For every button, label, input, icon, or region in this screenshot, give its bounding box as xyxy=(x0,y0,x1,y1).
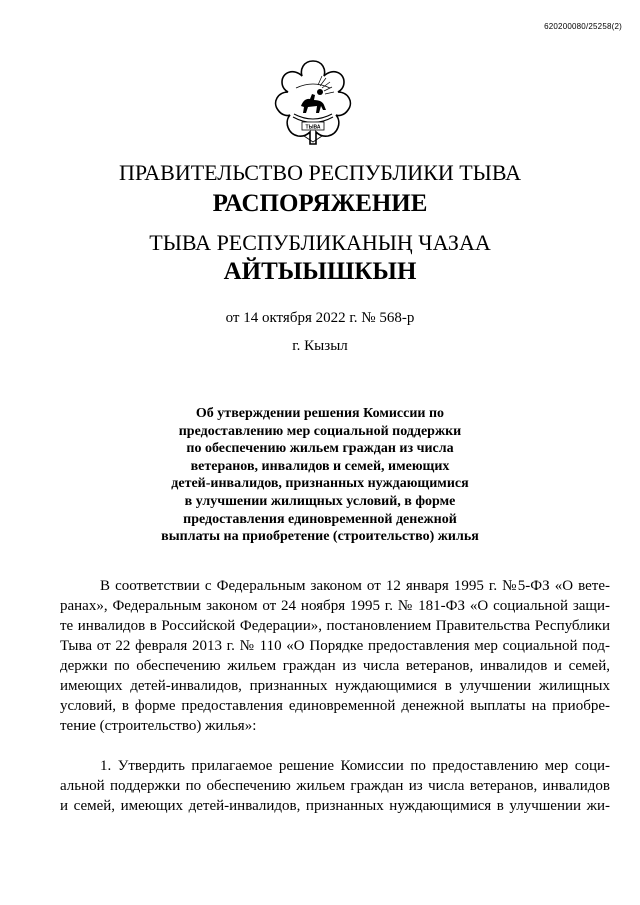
text-line: Тыва от 22 февраля 2013 г. № 110 «О Порядке предоставления мер социальной под- xyxy=(60,638,610,654)
decree-date: от 14 октября 2022 г. № 568-р xyxy=(225,310,415,326)
tuva-emblem-icon xyxy=(268,58,358,148)
title-line: по обеспечению жильем граждан из числа xyxy=(186,441,454,457)
title-line: Об утверждении решения Комиссии по xyxy=(195,406,445,421)
government-title-ru: ПРАВИТЕЛЬСТВО РЕСПУБЛИКИ ТЫВА xyxy=(118,160,522,185)
text-line: 1. Утвердить прилагаемое решение Комиссии по предоставлению мер соци- xyxy=(100,758,610,774)
title-line: ветеранов, инвалидов и семей, имеющих xyxy=(190,458,450,474)
government-title-tv: ТЫВА РЕСПУБЛИКАНЫҢ ЧАЗАА xyxy=(149,230,491,255)
text-line: В соответствии с Федеральным законом от 12 января 1995 г. №5-ФЗ «О вете- xyxy=(100,578,610,594)
clause-1-paragraph xyxy=(60,756,610,816)
text-line: имеющих детей-инвалидов, признанных нуждающимися в улучшении жилищных xyxy=(60,678,610,694)
text-line: ранах», Федеральным законом от 24 ноября 1995 г. № 181-ФЗ «О социальной защи- xyxy=(60,598,610,614)
text-line: тение (строительство) жилья»: xyxy=(60,718,257,734)
text-line: и семей, имеющих детей-инвалидов, признанных нуждающимися в улучшении жи- xyxy=(60,798,610,814)
text-line: те инвалидов в Российской Федерации», постановлением Правительства Республики xyxy=(60,618,610,634)
text-line: альной поддержки по обеспечению жильем граждан из числа ветеранов, инвалидов xyxy=(60,778,610,794)
decree-title-ru: РАСПОРЯЖЕНИЕ xyxy=(212,190,428,217)
preamble-paragraph xyxy=(60,576,610,736)
decree-title-tv: АЙТЫЫШКЫН xyxy=(223,258,417,285)
document-number: 620200080/25258(2) xyxy=(544,22,622,31)
title-line: предоставлению мер социальной поддержки xyxy=(178,423,462,439)
title-line: предоставления единовременной денежной xyxy=(183,511,457,527)
title-line: выплаты на приобретение (строительство) жилья xyxy=(161,529,479,545)
decree-subject-title xyxy=(0,405,640,546)
title-line: детей-инвалидов, признанных нуждающимися xyxy=(171,476,469,492)
emblem-label: ТЫВА xyxy=(305,124,321,131)
text-line: условий, в форме предоставления единовременной денежной выплаты на приобре- xyxy=(60,698,610,714)
text-line: держки по обеспечению жильем граждан из числа ветеранов, инвалидов и семей, xyxy=(60,658,610,674)
decree-city: г. Кызыл xyxy=(292,338,348,354)
title-line: в улучшении жилищных условий, в форме xyxy=(184,493,456,509)
